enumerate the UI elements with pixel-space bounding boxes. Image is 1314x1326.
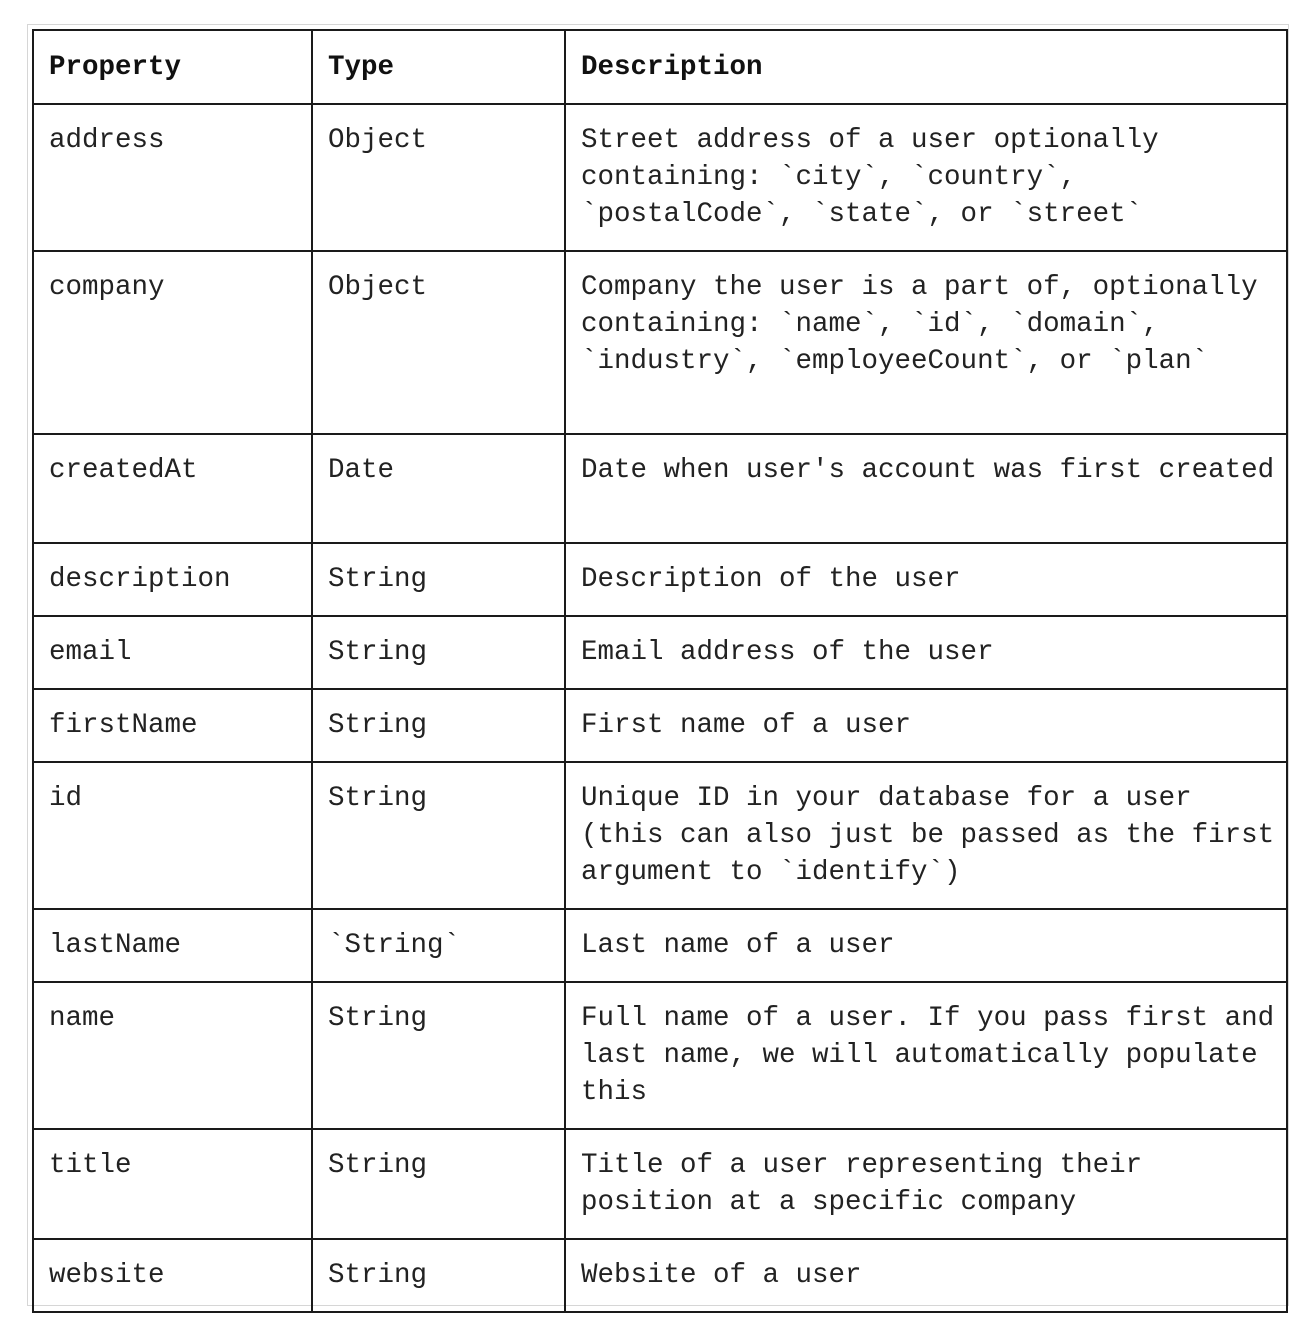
table-header-row bbox=[33, 30, 1287, 104]
property-cell: name bbox=[33, 982, 312, 1129]
type-cell: `String` bbox=[312, 909, 565, 982]
table-row bbox=[33, 982, 1287, 1129]
property-cell: website bbox=[33, 1239, 312, 1312]
property-cell: email bbox=[33, 616, 312, 689]
description-cell: Last name of a user bbox=[565, 909, 1287, 982]
type-cell: Date bbox=[312, 434, 565, 543]
type-cell: String bbox=[312, 982, 565, 1129]
type-cell: String bbox=[312, 543, 565, 616]
header-type: Type bbox=[312, 30, 565, 104]
table-row bbox=[33, 909, 1287, 982]
table-row bbox=[33, 104, 1287, 251]
type-cell: Object bbox=[312, 104, 565, 251]
type-cell: String bbox=[312, 689, 565, 762]
description-cell: Website of a user bbox=[565, 1239, 1287, 1312]
table-row bbox=[33, 251, 1287, 434]
header-property: Property bbox=[33, 30, 312, 104]
table-row bbox=[33, 616, 1287, 689]
description-cell: Company the user is a part of, optionally containing: `name`, `id`, `domain`, `industry`, `employeeCount`, or `plan` bbox=[565, 251, 1287, 434]
property-cell: address bbox=[33, 104, 312, 251]
property-cell: id bbox=[33, 762, 312, 909]
table-row bbox=[33, 1239, 1287, 1312]
property-cell: firstName bbox=[33, 689, 312, 762]
description-cell: Street address of a user optionally containing: `city`, `country`, `postalCode`, `state`, or `street` bbox=[565, 104, 1287, 251]
description-cell: Unique ID in your database for a user (this can also just be passed as the first argument to `identify`) bbox=[565, 762, 1287, 909]
table-row bbox=[33, 689, 1287, 762]
type-cell: String bbox=[312, 1239, 565, 1312]
description-cell: Title of a user representing their position at a specific company bbox=[565, 1129, 1287, 1239]
type-cell: Object bbox=[312, 251, 565, 434]
property-cell: lastName bbox=[33, 909, 312, 982]
table-row bbox=[33, 434, 1287, 543]
property-cell: company bbox=[33, 251, 312, 434]
description-cell: Date when user's account was first created bbox=[565, 434, 1287, 543]
description-cell: Email address of the user bbox=[565, 616, 1287, 689]
property-cell: description bbox=[33, 543, 312, 616]
property-cell: createdAt bbox=[33, 434, 312, 543]
type-cell: String bbox=[312, 762, 565, 909]
type-cell: String bbox=[312, 616, 565, 689]
table-row bbox=[33, 543, 1287, 616]
table-row bbox=[33, 762, 1287, 909]
header-description: Description bbox=[565, 30, 1287, 104]
description-cell: Description of the user bbox=[565, 543, 1287, 616]
property-cell: title bbox=[33, 1129, 312, 1239]
properties-table bbox=[32, 29, 1288, 1313]
description-cell: Full name of a user. If you pass first and last name, we will automatically populate this bbox=[565, 982, 1287, 1129]
table-row bbox=[33, 1129, 1287, 1239]
type-cell: String bbox=[312, 1129, 565, 1239]
description-cell: First name of a user bbox=[565, 689, 1287, 762]
